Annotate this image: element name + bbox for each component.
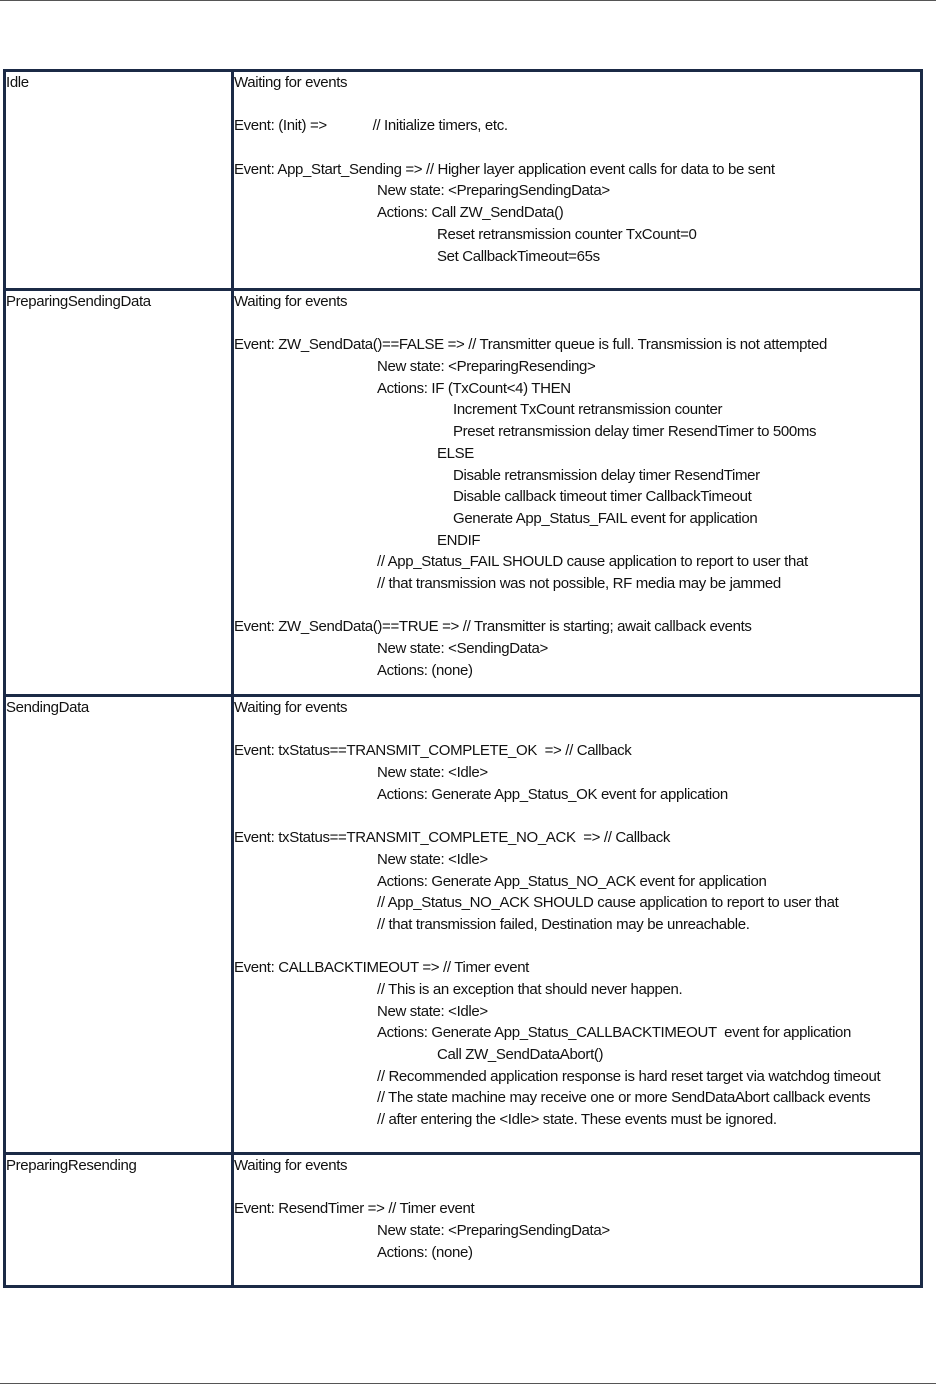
action-line: // after entering the <Idle> state. These events must be ignored. [377,1111,777,1129]
state-description-cell [233,696,922,1154]
state-name: SendingData [6,699,89,716]
state-name-cell [5,71,233,290]
state-description-cell [233,1154,922,1287]
action-line: New state: <PreparingSendingData> [377,1222,610,1240]
action-line: // This is an exception that should never happen. [377,980,683,998]
state-row-sending-data [5,696,922,1154]
blank-line [234,719,920,741]
event-line: Event: ZW_SendData()==FALSE => // Transmitter queue is full. Transmission is not attempted [234,336,827,354]
event-line: Waiting for events [234,1157,348,1174]
action-line: Actions: Generate App_Status_CALLBACKTIMEOUT event for application [377,1024,852,1042]
blank-line [234,936,920,958]
action-line: Actions: (none) [377,661,473,679]
blank-line [234,94,920,116]
state-name: Idle [6,74,29,91]
action-line: ENDIF [437,531,481,549]
action-line: // Recommended application response is hard reset target via watchdog timeout [377,1067,881,1085]
action-line: Disable retransmission delay timer ResendTimer [453,466,760,484]
event-line: Waiting for events [234,74,348,91]
event-line: Event: ZW_SendData()==TRUE => // Transmitter is starting; await callback events [234,618,752,636]
state-name-cell [5,1154,233,1287]
action-line: Actions: Generate App_Status_NO_ACK event for application [377,872,767,890]
action-line: Preset retransmission delay timer ResendTimer to 500ms [453,423,817,441]
action-line: ELSE [437,444,474,462]
blank-line [234,137,920,159]
state-row-idle [5,71,922,290]
blank-line [234,805,920,827]
footer-rule [0,1383,936,1384]
event-line: Event: ResendTimer => // Timer event [234,1200,475,1218]
action-line: New state: <PreparingResending> [377,358,596,376]
action-line: New state: <Idle> [377,1002,488,1020]
action-line: Actions: Call ZW_SendData() [377,204,564,222]
action-line: New state: <Idle> [377,764,488,782]
action-line: Set CallbackTimeout=65s [437,247,600,265]
event-line: Event: txStatus==TRANSMIT_COMPLETE_OK => // Callback [234,742,632,760]
event-line: Waiting for events [234,293,348,310]
state-name-cell [5,290,233,696]
action-line: Reset retransmission counter TxCount=0 [437,225,697,243]
action-line: New state: <PreparingSendingData> [377,182,610,200]
action-line: Generate App_Status_FAIL event for application [453,509,758,527]
action-line: // that transmission failed, Destination may be unreachable. [377,915,750,933]
action-line: // App_Status_FAIL SHOULD cause application to report to user that [377,553,808,571]
event-line: Event: CALLBACKTIMEOUT => // Timer event [234,959,530,977]
blank-line [234,313,920,335]
event-line: Waiting for events [234,699,348,716]
state-name-cell [5,696,233,1154]
blank-line [234,1177,920,1199]
state-row-preparing-resending [5,1154,922,1287]
action-line: // App_Status_NO_ACK SHOULD cause application to report to user that [377,894,839,912]
action-line: // that transmission was not possible, RF media may be jammed [377,574,781,592]
event-line: Event: txStatus==TRANSMIT_COMPLETE_NO_ACK => // Callback [234,829,671,847]
action-line: Increment TxCount retransmission counter [453,401,723,419]
state-name: PreparingSendingData [6,293,151,310]
state-name: PreparingResending [6,1157,137,1174]
state-row-preparing-sending-data [5,290,922,696]
state-description-cell [233,71,922,290]
blank-line [234,595,920,617]
action-line: Disable callback timeout timer CallbackTimeout [453,488,752,506]
action-line: Call ZW_SendDataAbort() [437,1046,604,1063]
state-description-cell [233,290,922,696]
action-line: Actions: (none) [377,1243,473,1261]
state-machine-table [3,69,923,1288]
event-line: Event: (Init) => // Initialize timers, etc. [234,117,508,135]
header-rule [0,0,936,1]
action-line: Actions: Generate App_Status_OK event for application [377,785,728,803]
state-table-body [5,71,922,1287]
action-line: New state: <SendingData> [377,640,548,657]
action-line: // The state machine may receive one or more SendDataAbort callback events [377,1089,871,1107]
event-line: Event: App_Start_Sending => // Higher layer application event calls for data to be sent [234,160,775,178]
action-line: Actions: IF (TxCount<4) THEN [377,379,571,397]
action-line: New state: <Idle> [377,850,488,868]
